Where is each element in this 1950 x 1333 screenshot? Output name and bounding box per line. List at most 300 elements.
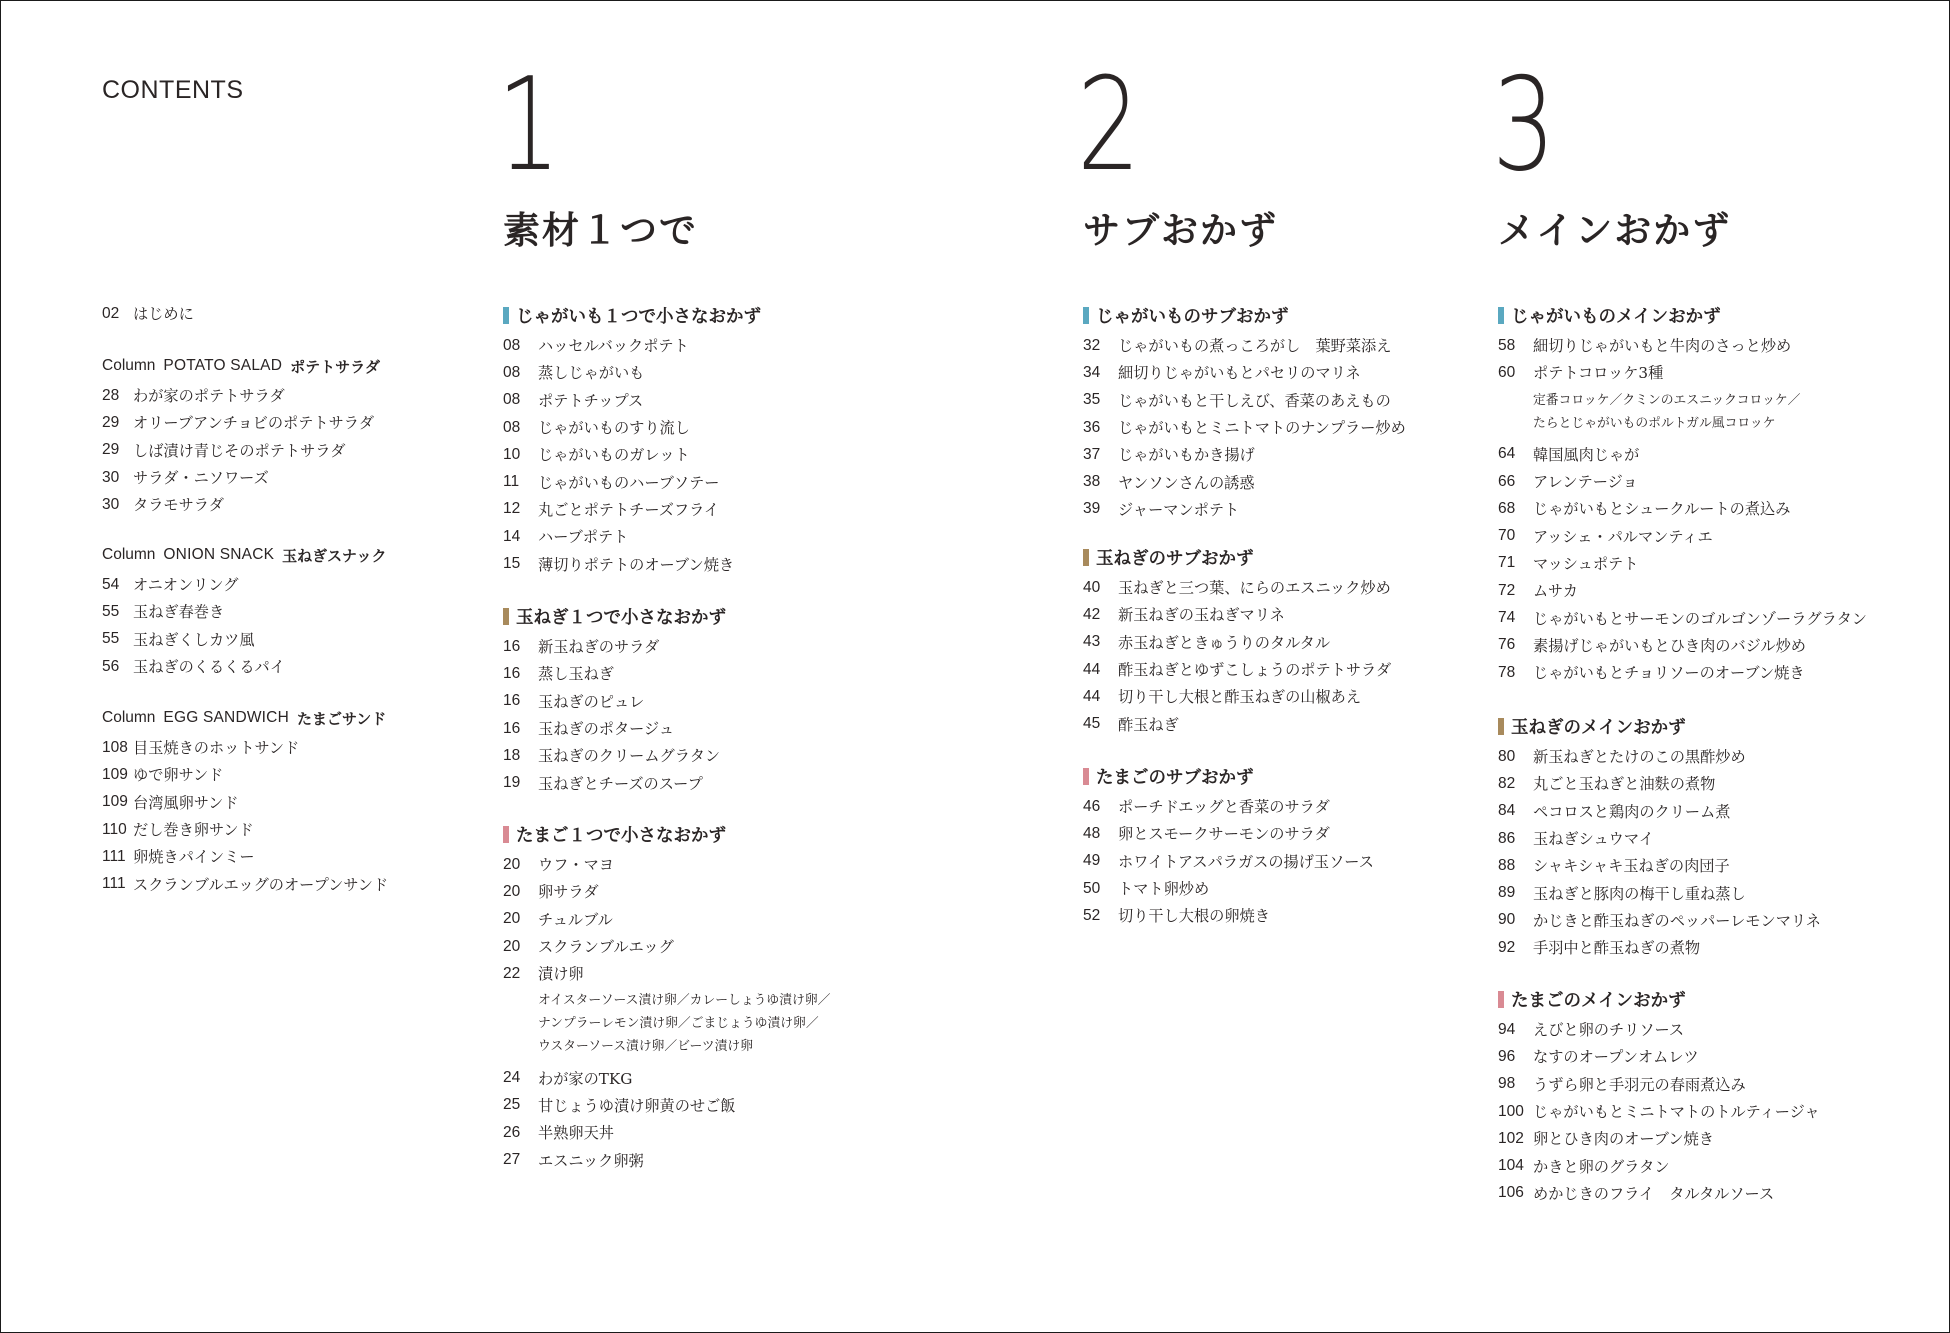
section-header [1498, 713, 1821, 739]
entry-title: 丸ごと玉ねぎと油麩の煮物 [1533, 775, 1716, 794]
entry-title: 甘じょうゆ漬け卵黄のせご飯 [538, 1096, 736, 1115]
entry-title: ムサカ [1533, 582, 1578, 601]
entry-title: なすのオープンオムレツ [1533, 1048, 1699, 1067]
page-number: 34 [1083, 363, 1101, 381]
column-onion-snack [102, 541, 387, 680]
entry-title: サラダ・ニソワーズ [133, 469, 269, 488]
toc-entry[interactable] [1083, 496, 1406, 523]
toc-entry[interactable] [102, 816, 388, 843]
page-number: 82 [1498, 774, 1516, 792]
toc-entry[interactable] [503, 851, 830, 878]
toc-entry[interactable] [503, 906, 830, 933]
entry-title: マッシュポテト [1533, 554, 1639, 573]
section-header [1083, 302, 1406, 328]
toc-entry[interactable] [1498, 1043, 1820, 1070]
section-egg [1083, 763, 1374, 929]
entry-title: 赤玉ねぎときゅうりのタルタル [1118, 633, 1331, 652]
page-number: 08 [503, 391, 521, 409]
section-title: 玉ねぎ１つで小さなおかず [516, 607, 726, 628]
toc-entry[interactable] [1083, 601, 1391, 628]
chapter-title: メインおかず [1498, 208, 1732, 252]
page-number: 22 [503, 964, 521, 982]
page-number: 60 [1498, 363, 1516, 381]
entry-title: ポテトチップス [538, 391, 644, 410]
page-number: 16 [503, 719, 521, 737]
section-color-bar [503, 826, 509, 843]
page-number: 20 [503, 937, 521, 955]
page-number: 96 [1498, 1047, 1516, 1065]
page-number: 16 [503, 664, 521, 682]
toc-entry[interactable] [1498, 1071, 1820, 1098]
entry-title: じゃがいもとチョリソーのオーブン焼き [1533, 664, 1805, 683]
toc-entry[interactable] [1083, 656, 1391, 683]
section-color-bar [1083, 307, 1089, 324]
page-number: 108 [102, 738, 128, 756]
entry-title: かきと卵のグラタン [1533, 1157, 1670, 1176]
toc-entry[interactable] [102, 571, 387, 598]
section-title: じゃがいものメインおかず [1511, 306, 1721, 327]
page-number: 28 [102, 386, 120, 404]
toc-entry[interactable] [1498, 743, 1821, 770]
toc-entry[interactable] [102, 409, 380, 436]
toc-entry[interactable] [503, 1146, 830, 1173]
toc-entry[interactable] [102, 300, 194, 327]
entry-title: 丸ごとポテトチーズフライ [538, 500, 720, 519]
toc-entry[interactable] [102, 761, 388, 788]
entry-title: 卵サラダ [538, 883, 599, 902]
entry-title: 玉ねぎと三つ葉、にらのエスニック炒め [1118, 579, 1391, 598]
entry-title: 玉ねぎのくるくるパイ [133, 658, 285, 677]
toc-entry[interactable] [503, 715, 726, 742]
page-number: 111 [102, 875, 126, 893]
entry-title: ハッセルバックポテト [538, 337, 689, 356]
page-number: 55 [102, 602, 120, 620]
section-header [503, 302, 761, 328]
entry-title: 玉ねぎと豚肉の梅干し重ね蒸し [1533, 884, 1746, 903]
entry-title: 玉ねぎのピュレ [538, 692, 645, 711]
page-number: 71 [1498, 554, 1516, 572]
page-number: 42 [1083, 605, 1101, 623]
entry-title: 玉ねぎのポタージュ [538, 720, 675, 739]
entry-title: ポーチドエッグと香菜のサラダ [1118, 798, 1330, 817]
toc-entry[interactable] [102, 734, 388, 761]
page-number: 39 [1083, 500, 1101, 518]
page-number: 35 [1083, 391, 1101, 409]
entry-title: 台湾風卵サンド [133, 793, 239, 812]
sub-recipe-line: ナンプラーレモン漬け卵／ごまじょうゆ漬け卵／ [538, 1016, 819, 1032]
page-number: 11 [503, 473, 520, 491]
entry-title: えびと卵のチリソース [1533, 1021, 1685, 1040]
page-number: 72 [1498, 581, 1516, 599]
section-egg [503, 821, 830, 1174]
entry-title: 半熟卵天丼 [538, 1124, 614, 1143]
page-number: 08 [503, 418, 521, 436]
section-header [503, 603, 726, 629]
entry-title: わが家のTKG [538, 1069, 633, 1088]
page-number: 29 [102, 441, 120, 459]
section-potato [1083, 302, 1406, 523]
toc-entry[interactable] [503, 960, 830, 987]
page-number: 106 [1498, 1184, 1524, 1202]
entry-title: エスニック卵粥 [538, 1151, 644, 1170]
toc-entry[interactable] [1498, 934, 1821, 961]
toc-entry[interactable] [1498, 907, 1821, 934]
toc-entry[interactable] [503, 359, 761, 386]
page-number: 58 [1498, 336, 1516, 354]
chapter-number: 3 [1492, 51, 1556, 200]
entry-title: ペコロスと鶏肉のクリーム煮 [1533, 802, 1731, 821]
section-onion [503, 603, 726, 797]
page-number: 19 [503, 774, 521, 792]
column-potato-salad [102, 352, 380, 518]
entry-title: 卵とスモークサーモンのサラダ [1118, 825, 1330, 844]
page-number: 20 [503, 910, 521, 928]
entry-title: 薄切りポテトのオーブン焼き [538, 555, 735, 574]
toc-entry[interactable] [1083, 710, 1391, 737]
chapter-number: 1 [497, 51, 561, 200]
entry-title: めかじきのフライ タルタルソース [1533, 1184, 1775, 1203]
toc-entry[interactable] [1083, 820, 1374, 847]
toc-entry[interactable] [1498, 879, 1821, 906]
chapter-number: 2 [1077, 51, 1141, 200]
toc-entry[interactable] [1498, 332, 1867, 359]
entry-title: わが家のポテトサラダ [133, 387, 285, 406]
entry-title: 酢玉ねぎ [1118, 715, 1179, 734]
toc-entry[interactable] [1498, 468, 1867, 495]
entry-title: ハーブポテト [538, 528, 629, 547]
column-egg-sandwich [102, 704, 388, 898]
entry-title: チュルブル [538, 910, 613, 929]
toc-entry[interactable] [1498, 604, 1867, 631]
page-number: 78 [1498, 663, 1516, 681]
section-header [1498, 986, 1820, 1012]
toc-entry[interactable] [102, 870, 388, 897]
page-number: 64 [1498, 445, 1516, 463]
intro-entry-block [102, 300, 194, 327]
page-number: 70 [1498, 527, 1516, 545]
chapter-title: 素材１つで [503, 208, 698, 252]
sub-recipe-line: 定番コロッケ／クミンのエスニックコロッケ／ [1533, 392, 1801, 408]
entry-title: 韓国風肉じゃが [1533, 445, 1640, 464]
page-number: 80 [1498, 747, 1516, 765]
toc-entry[interactable] [503, 496, 761, 523]
section-title: 玉ねぎのメインおかず [1511, 717, 1686, 738]
toc-entry[interactable] [1498, 441, 1867, 468]
section-title: たまごのメインおかず [1511, 990, 1686, 1011]
toc-entry[interactable] [1083, 629, 1391, 656]
entry-title: 新玉ねぎのサラダ [538, 638, 660, 657]
page-number: 88 [1498, 856, 1516, 874]
toc-entry[interactable] [1083, 574, 1391, 601]
entry-title: トマト卵炒め [1118, 880, 1210, 899]
page-number: 74 [1498, 609, 1516, 627]
page-number: 102 [1498, 1129, 1524, 1147]
toc-entry[interactable] [503, 414, 761, 441]
section-title: 玉ねぎのサブおかず [1096, 548, 1254, 569]
entry-title: 玉ねぎのクリームグラタン [538, 747, 721, 766]
page-number: 43 [1083, 633, 1101, 651]
entry-title: スクランブルエッグ [538, 938, 674, 957]
page-number: 44 [1083, 660, 1101, 678]
entry-title: じゃがいもとシュークルートの煮込み [1533, 500, 1791, 519]
page-number: 109 [102, 765, 128, 783]
toc-entry[interactable] [1498, 659, 1867, 686]
entry-title: じゃがいものすり流し [538, 419, 690, 438]
toc-entry[interactable] [102, 464, 380, 491]
entry-title: 目玉焼きのホットサンド [133, 739, 300, 758]
toc-entry[interactable] [1498, 359, 1867, 386]
toc-entry[interactable] [503, 933, 830, 960]
toc-entry[interactable] [503, 441, 761, 468]
entry-title: かじきと酢玉ねぎのペッパーレモンマリネ [1533, 911, 1821, 930]
page-number: 110 [102, 820, 127, 838]
toc-entry[interactable] [1498, 798, 1821, 825]
section-egg [1498, 986, 1820, 1207]
page-number: 86 [1498, 829, 1516, 847]
page-number: 08 [503, 363, 521, 381]
entry-title: 素揚げじゃがいもとひき肉のバジル炒め [1533, 636, 1806, 655]
page-number: 94 [1498, 1020, 1516, 1038]
page-number: 45 [1083, 715, 1101, 733]
toc-entry[interactable] [1083, 359, 1406, 386]
toc-entry[interactable] [503, 550, 761, 577]
page-number: 16 [503, 637, 521, 655]
toc-entry[interactable] [1498, 632, 1867, 659]
page-number: 44 [1083, 687, 1101, 705]
toc-entry[interactable] [1498, 770, 1821, 797]
toc-entry[interactable] [1498, 1152, 1820, 1179]
entry-title: 切り干し大根の卵焼き [1118, 907, 1270, 926]
toc-entry[interactable] [1083, 793, 1374, 820]
page-number: 26 [503, 1123, 521, 1141]
page-number: 16 [503, 692, 521, 710]
page-number: 27 [503, 1151, 521, 1169]
entry-title: タラモサラダ [133, 496, 224, 515]
toc-entry[interactable] [102, 437, 380, 464]
toc-entry[interactable] [1083, 441, 1406, 468]
page-number: 37 [1083, 445, 1101, 463]
page-number: 109 [102, 793, 128, 811]
page-number: 24 [503, 1069, 521, 1087]
column-japanese-title: ポテトサラダ [290, 357, 380, 376]
entry-title: 漬け卵 [538, 965, 584, 984]
toc-entry[interactable] [1498, 1125, 1820, 1152]
section-title: じゃがいものサブおかず [1096, 306, 1289, 327]
entry-title: 卵焼きパインミー [133, 848, 255, 867]
toc-entry[interactable] [1083, 468, 1406, 495]
entry-title: はじめに [133, 305, 194, 324]
toc-entry[interactable] [1498, 522, 1867, 549]
column-japanese-title: 玉ねぎスナック [282, 546, 387, 565]
chapter-title: サブおかず [1083, 208, 1278, 252]
section-color-bar [503, 307, 509, 324]
section-onion [1498, 713, 1821, 961]
page-number: 76 [1498, 636, 1516, 654]
column-english-title: EGG SANDWICH [163, 709, 289, 726]
entry-title: ウフ・マヨ [538, 856, 614, 875]
section-color-bar [1083, 549, 1089, 566]
entry-title: ヤンソンさんの誘惑 [1118, 473, 1255, 492]
section-header [1083, 763, 1374, 789]
section-title: たまご１つで小さなおかず [516, 825, 726, 846]
section-onion [1083, 544, 1391, 738]
page-number: 30 [102, 468, 120, 486]
entry-title: 新玉ねぎとたけのこの黒酢炒め [1533, 748, 1746, 767]
toc-entry[interactable] [1498, 550, 1867, 577]
contents-title: CONTENTS [102, 76, 244, 104]
page-number: 54 [102, 575, 120, 593]
page-number: 32 [1083, 336, 1101, 354]
page-number: 30 [102, 495, 120, 513]
toc-entry[interactable] [1083, 387, 1406, 414]
entry-title: しば漬け青じそのポテトサラダ [133, 441, 346, 460]
page-number: 90 [1498, 911, 1516, 929]
page-number: 02 [102, 304, 120, 322]
entry-title: ゆで卵サンド [133, 766, 224, 785]
page-number: 18 [503, 746, 521, 764]
entry-title: ホワイトアスパラガスの揚げ玉ソース [1118, 852, 1374, 871]
toc-entry[interactable] [1083, 902, 1374, 929]
entry-title: ポテトコロッケ3種 [1533, 364, 1664, 383]
page-number: 40 [1083, 578, 1101, 596]
entry-title: だし巻き卵サンド [133, 821, 254, 840]
page-number: 55 [102, 630, 120, 648]
page-number: 98 [1498, 1075, 1516, 1093]
page-number: 50 [1083, 879, 1101, 897]
toc-entry[interactable] [1083, 414, 1406, 441]
toc-entry[interactable] [1498, 1180, 1820, 1207]
page-number: 10 [503, 445, 521, 463]
toc-entry[interactable] [102, 491, 380, 518]
page-number: 100 [1498, 1102, 1524, 1120]
toc-entry[interactable] [1083, 332, 1406, 359]
page-number: 08 [503, 336, 521, 354]
toc-entry[interactable] [1498, 577, 1867, 604]
sub-recipe-line: ウスターソース漬け卵／ビーツ漬け卵 [538, 1039, 753, 1055]
entry-title: 新玉ねぎの玉ねぎマリネ [1118, 606, 1285, 625]
entry-title: 玉ねぎ春巻き [133, 603, 225, 622]
toc-entry[interactable] [503, 387, 761, 414]
toc-entry[interactable] [503, 769, 726, 796]
toc-entry[interactable] [503, 332, 761, 359]
toc-entry[interactable] [503, 878, 830, 905]
entry-title: 玉ねぎとチーズのスープ [538, 774, 703, 793]
section-title: たまごのサブおかず [1096, 767, 1254, 788]
page-number: 68 [1498, 499, 1516, 517]
sub-recipe-note [1498, 389, 1867, 435]
entry-title: アレンテージョ [1533, 473, 1638, 492]
toc-entry[interactable] [1083, 875, 1374, 902]
toc-entry[interactable] [102, 626, 387, 653]
column-word: Column [102, 546, 156, 563]
page-number: 49 [1083, 852, 1101, 870]
toc-entry[interactable] [1498, 1016, 1820, 1043]
toc-entry[interactable] [102, 598, 387, 625]
entry-title: 蒸し玉ねぎ [538, 665, 614, 684]
entry-title: じゃがいものガレット [538, 446, 690, 465]
page-number: 14 [503, 527, 521, 545]
page-number: 25 [503, 1096, 521, 1114]
section-header [1083, 544, 1391, 570]
column-word: Column [102, 357, 156, 374]
section-color-bar [1083, 768, 1089, 785]
toc-entry[interactable] [102, 382, 380, 409]
entry-title: うずら卵と手羽元の春雨煮込み [1533, 1075, 1746, 1094]
page-number: 66 [1498, 472, 1516, 490]
entry-title: シャキシャキ玉ねぎの肉団子 [1533, 857, 1730, 876]
section-color-bar [503, 608, 509, 625]
toc-entry[interactable] [503, 633, 726, 660]
entry-title: 玉ねぎシュウマイ [1533, 830, 1654, 849]
toc-entry[interactable] [503, 1064, 830, 1091]
sub-recipe-line: たらとじゃがいものポルトガル風コロッケ [1533, 415, 1776, 431]
toc-entry[interactable] [503, 1119, 830, 1146]
entry-title: 酢玉ねぎとゆずこしょうのポテトサラダ [1118, 661, 1392, 680]
toc-entry[interactable] [1498, 1098, 1820, 1125]
entry-title: 細切りじゃがいもとパセリのマリネ [1118, 364, 1361, 383]
page-number: 15 [503, 555, 521, 573]
column-label [102, 352, 380, 380]
entry-title: 手羽中と酢玉ねぎの煮物 [1533, 939, 1701, 958]
page-number: 92 [1498, 938, 1516, 956]
entry-title: じゃがいもかき揚げ [1118, 446, 1255, 465]
page-number: 36 [1083, 418, 1101, 436]
toc-entry[interactable] [102, 653, 387, 680]
section-color-bar [1498, 718, 1504, 735]
column-word: Column [102, 709, 156, 726]
toc-entry[interactable] [1498, 852, 1821, 879]
toc-entry[interactable] [503, 742, 726, 769]
entry-title: スクランブルエッグのオープンサンド [133, 875, 389, 894]
toc-entry[interactable] [102, 789, 388, 816]
toc-entry[interactable] [503, 660, 726, 687]
page-number: 84 [1498, 802, 1516, 820]
column-label [102, 704, 388, 732]
section-color-bar [1498, 991, 1504, 1008]
toc-entry[interactable] [1498, 825, 1821, 852]
entry-title: じゃがいもと干しえび、香菜のあえもの [1118, 391, 1391, 410]
toc-entry[interactable] [1083, 848, 1374, 875]
entry-title: 卵とひき肉のオーブン焼き [1533, 1130, 1714, 1149]
page-number: 52 [1083, 906, 1101, 924]
sub-recipe-note [503, 989, 830, 1058]
entry-title: じゃがいものハーブソテー [538, 473, 720, 492]
entry-title: じゃがいもとミニトマトのトルティージャ [1533, 1103, 1820, 1122]
page-number: 48 [1083, 824, 1101, 842]
section-title: じゃがいも１つで小さなおかず [516, 306, 761, 327]
toc-entry[interactable] [503, 1092, 830, 1119]
toc-entry[interactable] [102, 843, 388, 870]
entry-title: じゃがいもとサーモンのゴルゴンゾーラグラタン [1533, 609, 1867, 628]
entry-title: 玉ねぎくしカツ風 [133, 630, 255, 649]
page-number: 38 [1083, 473, 1101, 491]
toc-entry[interactable] [1083, 683, 1391, 710]
toc-entry[interactable] [503, 688, 726, 715]
section-header [503, 821, 830, 847]
page-number: 56 [102, 657, 120, 675]
column-japanese-title: たまごサンド [296, 709, 387, 728]
page-number: 29 [102, 413, 120, 431]
entry-title: ジャーマンポテト [1118, 500, 1240, 519]
page-number: 89 [1498, 884, 1516, 902]
entry-title: 細切りじゃがいもと牛肉のさっと炒め [1533, 337, 1792, 356]
toc-entry[interactable] [503, 468, 761, 495]
toc-entry[interactable] [1498, 495, 1867, 522]
page-number: 104 [1498, 1157, 1524, 1175]
toc-entry[interactable] [503, 523, 761, 550]
column-english-title: POTATO SALAD [163, 357, 283, 374]
page-number: 12 [503, 500, 521, 518]
